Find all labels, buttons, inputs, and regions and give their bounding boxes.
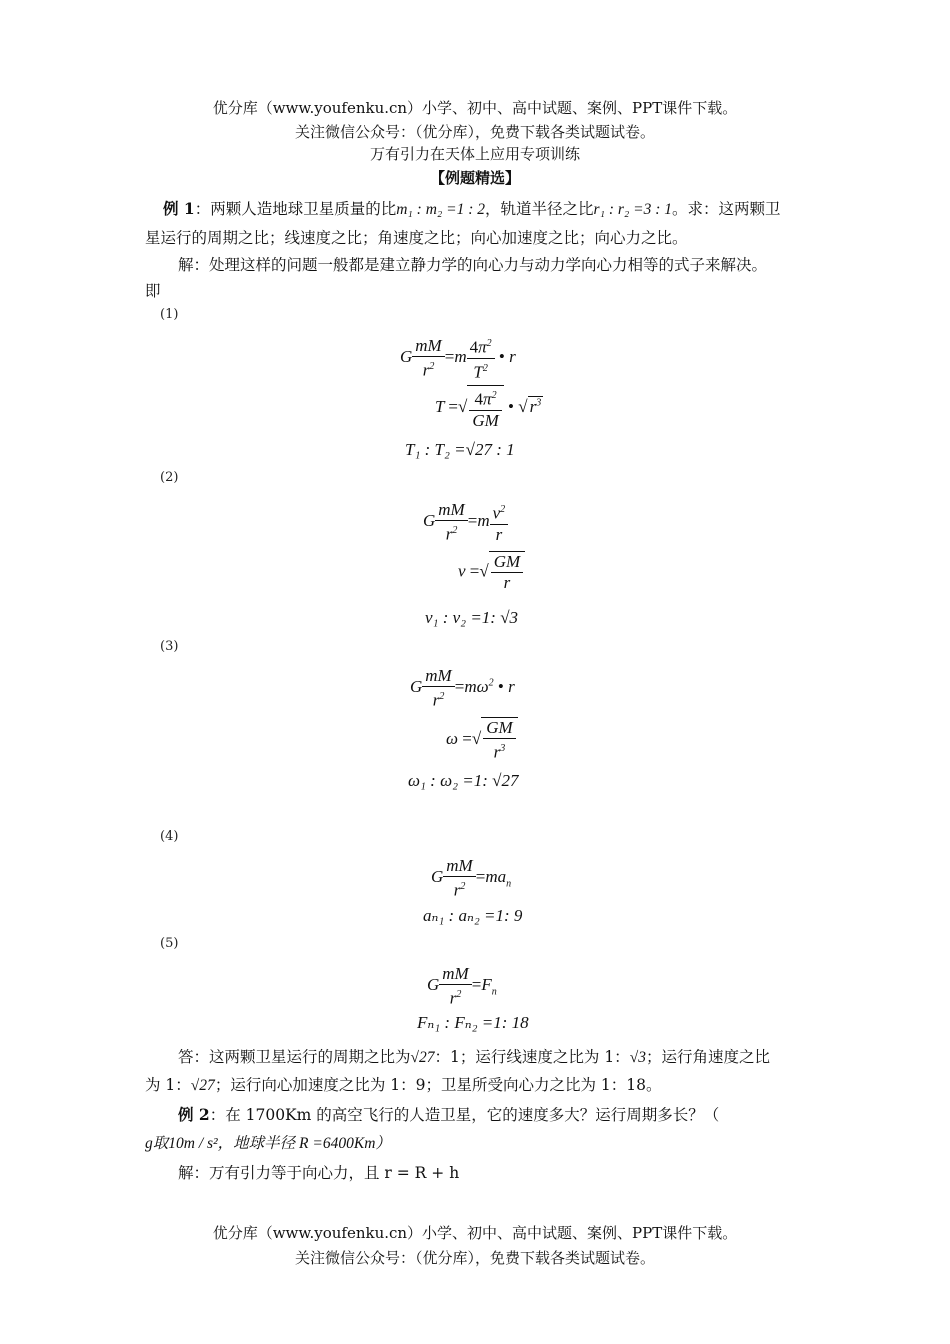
header-line-1: 优分库（www.youfenku.cn）小学、初中、高中试题、案例、PPT课件下载。 xyxy=(212,99,738,117)
item-number-5: (5) xyxy=(160,936,179,951)
formula-2c: v₁ : v₂ =1: √3 xyxy=(425,608,519,627)
answer-text-3: ；运行角速度之比 xyxy=(645,1048,770,1066)
section-title: 【例题精选】 xyxy=(429,169,520,187)
answer-line1 xyxy=(178,1045,770,1067)
answer-text-2: ：1；运行线速度之比为 1： xyxy=(434,1048,630,1066)
answer-sqrt-27: √27 xyxy=(410,1049,435,1066)
formula-1c: T₁ : T₂ =√27 : 1 xyxy=(405,440,515,459)
item-number-4: (4) xyxy=(160,829,179,844)
example1-text-b: ，轨道半径之比 xyxy=(485,200,594,218)
formula-5b: Fₙ₁ : Fₙ₂ =1: 18 xyxy=(417,1013,529,1032)
answer-text-1: 答：这两颗卫星运行的周期之比为 xyxy=(178,1048,411,1066)
formula-5a: G $\frac{mM}{r^2}$ $=F_n$ xyxy=(427,964,497,1008)
example1-line1 xyxy=(163,197,781,219)
example1-text-a: ：两颗人造地球卫星质量的比 xyxy=(194,200,397,218)
formula-4a: G $\frac{mM}{r^2}$ $=ma_n$ xyxy=(431,856,512,900)
answer-sqrt-3: √3 xyxy=(629,1049,646,1066)
footer-line-1: 优分库（www.youfenku.cn）小学、初中、高中试题、案例、PPT课件下载。 xyxy=(212,1224,738,1242)
example1-text-c: 。求：这两颗卫 xyxy=(672,200,781,218)
example2-label: 例 2 xyxy=(178,1105,210,1124)
answer-line2 xyxy=(145,1073,661,1095)
item-number-3: (3) xyxy=(160,639,179,654)
answer-text-5: ；运行向心加速度之比为 1：9；卫星所受向心力之比为 1：18。 xyxy=(214,1076,662,1094)
example2-text: ：在 1700Km 的高空飞行的人造卫星，它的速度多大？运行周期多长？（ xyxy=(209,1106,720,1124)
formula-1a: G $\frac{mM}{r^2}$ =m $\frac{4\pi^2}{T^2}$ • r xyxy=(400,335,516,382)
example1-mass-ratio: m₁ : m₂ =1 : 2 xyxy=(396,201,486,218)
answer-text-4: 为 1： xyxy=(145,1076,191,1094)
header-line-2: 关注微信公众号：（优分库），免费下载各类试题试卷。 xyxy=(294,123,655,141)
formula-4b: aₙ₁ : aₙ₂ =1: 9 xyxy=(423,906,523,925)
answer-sqrt-27b: √27 xyxy=(190,1077,215,1094)
formula-3b: ω =√ $\frac{GM}{r^3}$ xyxy=(446,717,518,763)
footer-line-2: 关注微信公众号：（优分库），免费下载各类试题试卷。 xyxy=(294,1249,655,1267)
example2-line1 xyxy=(178,1103,719,1125)
example2-solution: 解：万有引力等于向心力，且 r = R + h xyxy=(178,1164,460,1182)
formula-2a: G $\frac{mM}{r^2}$ =m $\frac{v^2}{r}$ xyxy=(423,500,508,545)
item-number-2: (2) xyxy=(160,470,179,485)
formula-3c: ω₁ : ω₂ =1: √27 xyxy=(408,771,519,790)
formula-3a: G $\frac{mM}{r^2}$ $=m\omega^2$ • r xyxy=(410,666,515,710)
example1-radius-ratio: r₁ : r₂ =3 : 1 xyxy=(593,201,673,218)
item-number-1: (1) xyxy=(160,307,179,322)
formula-2b: v =√ $\frac{GM}{r}$ xyxy=(458,551,525,593)
solution-line1: 解：处理这样的问题一般都是建立静力学的向心力与动力学向心力相等的式子来解决。 xyxy=(178,256,768,274)
example1-line2: 星运行的周期之比；线速度之比；角速度之比；向心加速度之比；向心力之比。 xyxy=(145,229,688,247)
page-title: 万有引力在天体上应用专项训练 xyxy=(369,145,580,163)
solution-line2: 即 xyxy=(145,282,161,300)
example1-label: 例 1 xyxy=(163,199,195,218)
formula-1b: T =√ $\frac{4\pi^2}{GM}$ • √ $r^3$ xyxy=(435,385,543,431)
example2-line2: g取10m / s²，地球半径 R =6400Km） xyxy=(145,1135,391,1152)
